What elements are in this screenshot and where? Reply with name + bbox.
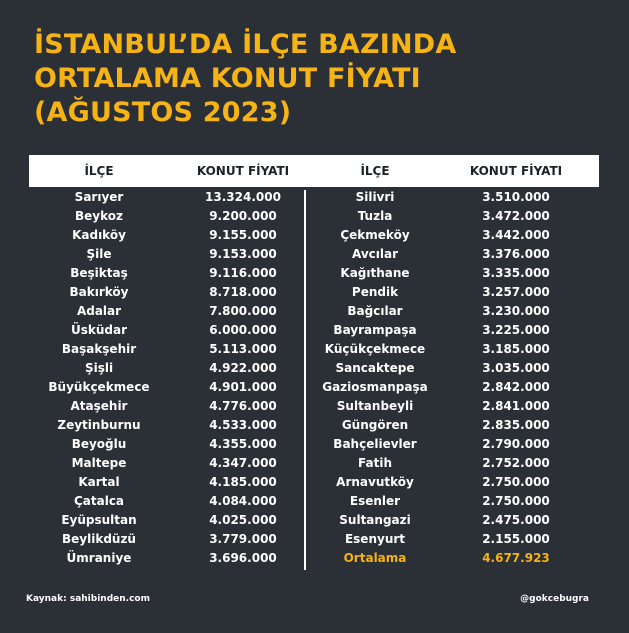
- district-price: 8.718.000: [209, 285, 277, 299]
- district-name: Sancaktepe: [335, 361, 415, 375]
- district-name: Çekmeköy: [340, 228, 410, 242]
- district-price: 2.750.000: [482, 494, 550, 508]
- district-price: 4.901.000: [209, 380, 277, 394]
- district-price: 3.335.000: [482, 266, 550, 280]
- district-name: Eyüpsultan: [61, 513, 137, 527]
- district-name: Şişli: [84, 361, 114, 375]
- average-price: 4.677.923: [482, 551, 550, 565]
- district-price: 4.347.000: [209, 456, 277, 470]
- district-price: 3.510.000: [482, 190, 550, 204]
- district-price: 3.257.000: [482, 285, 550, 299]
- district-price: 4.355.000: [209, 437, 277, 451]
- district-name: Avcılar: [351, 247, 399, 261]
- table-row: [0, 359, 629, 378]
- source-label: Kaynak: sahibinden.com: [26, 594, 150, 604]
- district-name: Güngören: [341, 418, 409, 432]
- table-row: [0, 416, 629, 435]
- table-row: [0, 378, 629, 397]
- district-price: 4.084.000: [209, 494, 277, 508]
- district-name: Ümraniye: [66, 551, 132, 565]
- district-price: 5.113.000: [209, 342, 277, 356]
- district-name: Üsküdar: [70, 323, 127, 337]
- table-row: [0, 473, 629, 492]
- district-name: Zeytinburnu: [57, 418, 141, 432]
- district-name: Beylikdüzü: [62, 532, 136, 546]
- district-name: Kartal: [78, 475, 120, 489]
- district-price: 3.225.000: [482, 323, 550, 337]
- table-row: [0, 283, 629, 302]
- district-name: Beykoz: [75, 209, 123, 223]
- table-row: [0, 397, 629, 416]
- district-price: 2.842.000: [482, 380, 550, 394]
- header-left-district: İLÇE: [84, 164, 114, 178]
- district-price: 2.790.000: [482, 437, 550, 451]
- district-price: 9.155.000: [209, 228, 277, 242]
- district-price: 7.800.000: [209, 304, 277, 318]
- table-header: [29, 155, 599, 187]
- district-price: 4.025.000: [209, 513, 277, 527]
- district-name: Maltepe: [71, 456, 127, 470]
- header-left-price: KONUT FİYATI: [196, 164, 290, 178]
- district-name: Silivri: [355, 190, 395, 204]
- district-price: 4.185.000: [209, 475, 277, 489]
- chart-title: [34, 28, 604, 130]
- district-price: 2.155.000: [482, 532, 550, 546]
- district-price: 9.153.000: [209, 247, 277, 261]
- district-price: 3.442.000: [482, 228, 550, 242]
- district-name: Başakşehir: [61, 342, 137, 356]
- district-price: 3.230.000: [482, 304, 550, 318]
- table-row: [0, 340, 629, 359]
- district-price: 4.922.000: [209, 361, 277, 375]
- district-price: 3.035.000: [482, 361, 550, 375]
- district-name: Bayrampaşa: [333, 323, 417, 337]
- district-price: 3.779.000: [209, 532, 277, 546]
- district-price: 9.116.000: [209, 266, 277, 280]
- district-name: Arnavutköy: [336, 475, 414, 489]
- title-line-3: (AĞUSTOS 2023): [34, 97, 292, 128]
- district-price: 4.776.000: [209, 399, 277, 413]
- district-name: Sultanbeyli: [336, 399, 414, 413]
- district-name: Bahçelievler: [333, 437, 417, 451]
- district-price: 9.200.000: [209, 209, 277, 223]
- table-row: [0, 549, 629, 568]
- district-name: Şile: [86, 247, 112, 261]
- table-row: [0, 454, 629, 473]
- district-name: Esenler: [349, 494, 401, 508]
- district-name: Gaziosmanpaşa: [322, 380, 428, 394]
- table-row: [0, 226, 629, 245]
- district-name: Küçükçekmece: [324, 342, 426, 356]
- district-name: Beyoğlu: [71, 437, 127, 451]
- district-name: Büyükçekmece: [48, 380, 150, 394]
- district-price: 13.324.000: [205, 190, 281, 204]
- district-name: Bakırköy: [69, 285, 129, 299]
- district-price: 3.376.000: [482, 247, 550, 261]
- table-row: [0, 492, 629, 511]
- district-price: 2.475.000: [482, 513, 550, 527]
- district-name: Sultangazi: [339, 513, 411, 527]
- district-price: 3.696.000: [209, 551, 277, 565]
- district-price: 2.835.000: [482, 418, 550, 432]
- author-handle: @gokcebugra: [520, 594, 589, 604]
- district-name: Beşiktaş: [70, 266, 128, 280]
- district-name: Bağcılar: [347, 304, 403, 318]
- district-name: Fatih: [358, 456, 392, 470]
- district-price: 3.472.000: [482, 209, 550, 223]
- header-right-price: KONUT FİYATI: [469, 164, 563, 178]
- district-name: Esenyurt: [344, 532, 406, 546]
- district-price: 2.841.000: [482, 399, 550, 413]
- district-name: Pendik: [351, 285, 399, 299]
- table-row: [0, 264, 629, 283]
- district-name: Kadıköy: [72, 228, 126, 242]
- district-price: 4.533.000: [209, 418, 277, 432]
- title-line-1: İSTANBUL’DA İLÇE BAZINDA: [34, 29, 457, 60]
- district-name: Adalar: [76, 304, 122, 318]
- district-price: 2.752.000: [482, 456, 550, 470]
- district-name: Çatalca: [73, 494, 125, 508]
- district-price: 3.185.000: [482, 342, 550, 356]
- district-name: Sarıyer: [74, 190, 124, 204]
- district-price: 6.000.000: [209, 323, 277, 337]
- table-row: [0, 435, 629, 454]
- table-row: [0, 511, 629, 530]
- district-name: Tuzla: [357, 209, 393, 223]
- district-price: 2.750.000: [482, 475, 550, 489]
- table-row: [0, 188, 629, 207]
- table-row: [0, 245, 629, 264]
- header-right-district: İLÇE: [360, 164, 390, 178]
- average-label: Ortalama: [343, 551, 407, 565]
- district-name: Kağıthane: [340, 266, 410, 280]
- table-row: [0, 207, 629, 226]
- table-row: [0, 530, 629, 549]
- table-row: [0, 321, 629, 340]
- district-name: Ataşehir: [70, 399, 128, 413]
- title-line-2: ORTALAMA KONUT FİYATI: [34, 63, 421, 94]
- table-row: [0, 302, 629, 321]
